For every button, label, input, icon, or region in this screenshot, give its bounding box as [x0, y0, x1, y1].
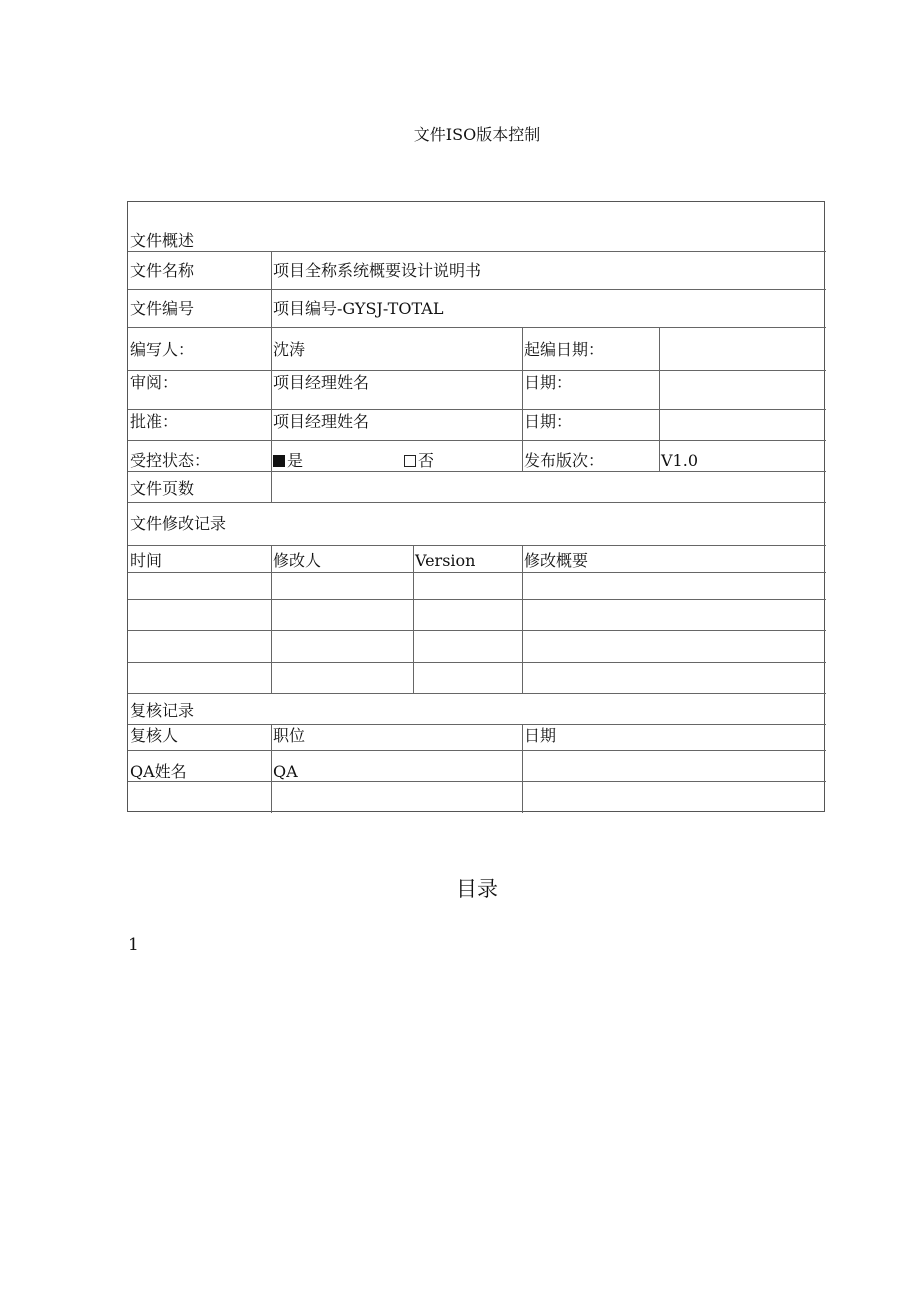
- pages-label: 文件页数: [130, 479, 195, 498]
- revision-header-summary: 修改概要: [524, 551, 589, 570]
- release-label: 发布版次：: [524, 451, 605, 470]
- recheck-header-date: 日期: [524, 726, 557, 745]
- author-label: 编写人：: [130, 340, 195, 359]
- reviewer-value: 项目经理姓名: [273, 373, 370, 392]
- page-title: 文件ISO版本控制: [413, 125, 541, 144]
- toc-item[interactable]: 1: [128, 935, 139, 955]
- file-name-value: 项目全称系统概要设计说明书: [273, 261, 482, 280]
- file-number-value: 项目编号-GYSJ-TOTAL: [273, 299, 444, 318]
- approver-label: 批准：: [130, 412, 179, 431]
- recheck-heading: 复核记录: [130, 701, 195, 720]
- author-value: 沈涛: [273, 340, 306, 359]
- controlled-yes-option[interactable]: [273, 451, 303, 471]
- recheck-header-person: 复核人: [130, 726, 179, 745]
- release-value: V1.0: [661, 451, 698, 470]
- controlled-no-option[interactable]: [404, 451, 434, 471]
- overview-heading: 文件概述: [130, 231, 195, 250]
- controlled-label: 受控状态：: [130, 451, 211, 470]
- recheck-person-value: QA姓名: [130, 762, 187, 781]
- approver-value: 项目经理姓名: [273, 412, 370, 431]
- revision-header-modifier: 修改人: [273, 551, 322, 570]
- reviewer-label: 审阅：: [130, 373, 179, 392]
- revision-heading: 文件修改记录: [130, 514, 227, 533]
- unchecked-box-icon: [404, 455, 416, 467]
- controlled-no-label: 否: [418, 451, 435, 470]
- controlled-yes-label: 是: [287, 451, 304, 470]
- version-control-table: [127, 201, 825, 812]
- file-name-label: 文件名称: [130, 261, 195, 280]
- revision-header-time: 时间: [130, 551, 163, 570]
- approve-date-label: 日期：: [524, 412, 573, 431]
- recheck-position-value: QA: [273, 762, 298, 781]
- toc-title: 目录: [456, 877, 498, 901]
- file-number-label: 文件编号: [130, 299, 195, 318]
- recheck-header-position: 职位: [273, 726, 306, 745]
- checked-box-icon: [273, 455, 285, 467]
- revision-header-version: Version: [415, 551, 476, 570]
- review-date-label: 日期：: [524, 373, 573, 392]
- start-date-label: 起编日期：: [524, 340, 605, 359]
